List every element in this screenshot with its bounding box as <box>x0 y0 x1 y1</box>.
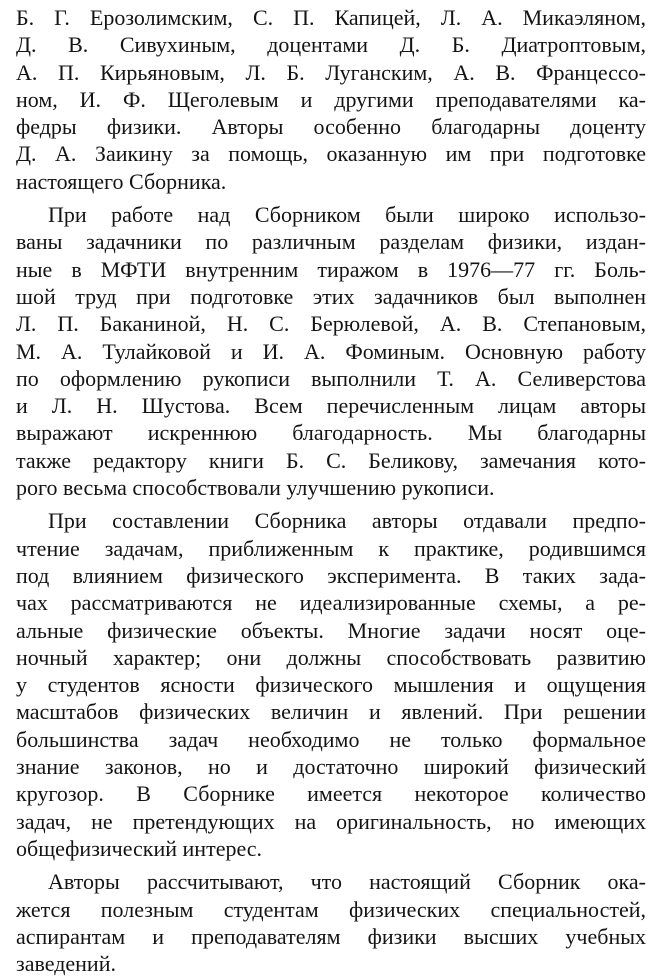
document-page <box>16 4 646 977</box>
text-line: Авторы рассчитывают, что настоящий Сборник ока- <box>48 869 646 895</box>
text-line: шой труд при подготовке этих задачников был выполнен <box>16 283 646 309</box>
text-line: и Л. Н. Шустова. Всем перечисленным лицам авторы <box>16 393 646 419</box>
text-line: под влиянием физического эксперимента. В таких зада- <box>16 562 646 588</box>
text-line: М. А. Тулайковой и И. А. Фоминым. Основную работу <box>16 338 646 364</box>
text-line: выражают искреннюю благодарность. Мы благодарны <box>16 420 646 446</box>
text-line: чах рассматриваются не идеализированные схемы, а ре- <box>16 590 646 616</box>
text-line: При работе над Сборником были широко использо- <box>48 202 646 228</box>
text-line: Л. П. Баканиной, Н. С. Берюлевой, А. В. Степановым, <box>16 311 646 337</box>
text-line: При составлении Сборника авторы отдавали предпо- <box>48 508 646 534</box>
paragraph-sources <box>16 201 646 501</box>
text-line: по оформлению рукописи выполнили Т. А. Селиверстова <box>16 365 646 391</box>
text-line: настоящего Сборника. <box>16 168 227 194</box>
text-line: Д. В. Сивухиным, доцентами Д. Б. Диатроптовым, <box>16 32 646 58</box>
text-line: большинства задач необходимо не только формальное <box>16 726 646 752</box>
text-line: ные в МФТИ внутренним тиражом в 1976—77 гг. Боль- <box>16 256 646 282</box>
text-line: альные физические объекты. Многие задачи носят оце- <box>16 617 646 643</box>
text-line: масштабов физических величин и явлений. При решении <box>16 699 646 725</box>
paragraph-acknowledgements <box>16 4 646 195</box>
text-line: знание законов, но и достаточно широкий физический <box>16 754 646 780</box>
text-line: кругозор. В Сборнике имеется некоторое количество <box>16 781 646 807</box>
text-line: ночный характер; они должны способствовать развитию <box>16 644 646 670</box>
text-line: ном, И. Ф. Щеголевым и другими преподавателями ка- <box>16 86 646 112</box>
text-line: задач, не претендующих на оригинальность, но имеющих <box>16 808 646 834</box>
text-line: общефизический интерес. <box>16 835 263 861</box>
text-line: у студентов ясности физического мышления и ощущения <box>16 672 646 698</box>
text-line: Д. А. Заикину за помощь, оказанную им при подготовке <box>16 141 646 167</box>
text-line: чтение задачам, приближенным к практике, родившимся <box>16 535 646 561</box>
paragraph-approach <box>16 507 646 862</box>
text-line: ваны задачники по различным разделам физики, издан- <box>16 229 646 255</box>
text-line: А. П. Кирьяновым, Л. Б. Луганским, А. В. Францессо- <box>16 59 646 85</box>
text-line: Б. Г. Ерозолимским, С. П. Капицей, Л. А. Микаэляном, <box>16 5 646 30</box>
text-line: заведений. <box>16 951 116 977</box>
text-line: также редактору книги Б. С. Беликову, замечания кото- <box>16 447 646 473</box>
text-line: аспирантам и преподавателям физики высших учебных <box>16 923 646 949</box>
text-line: жется полезным студентам физических специальностей, <box>16 896 646 922</box>
paragraph-audience <box>16 868 646 977</box>
text-line: рого весьма способствовали улучшению рукописи. <box>16 475 495 501</box>
text-line: федры физики. Авторы особенно благодарны доценту <box>16 114 646 140</box>
